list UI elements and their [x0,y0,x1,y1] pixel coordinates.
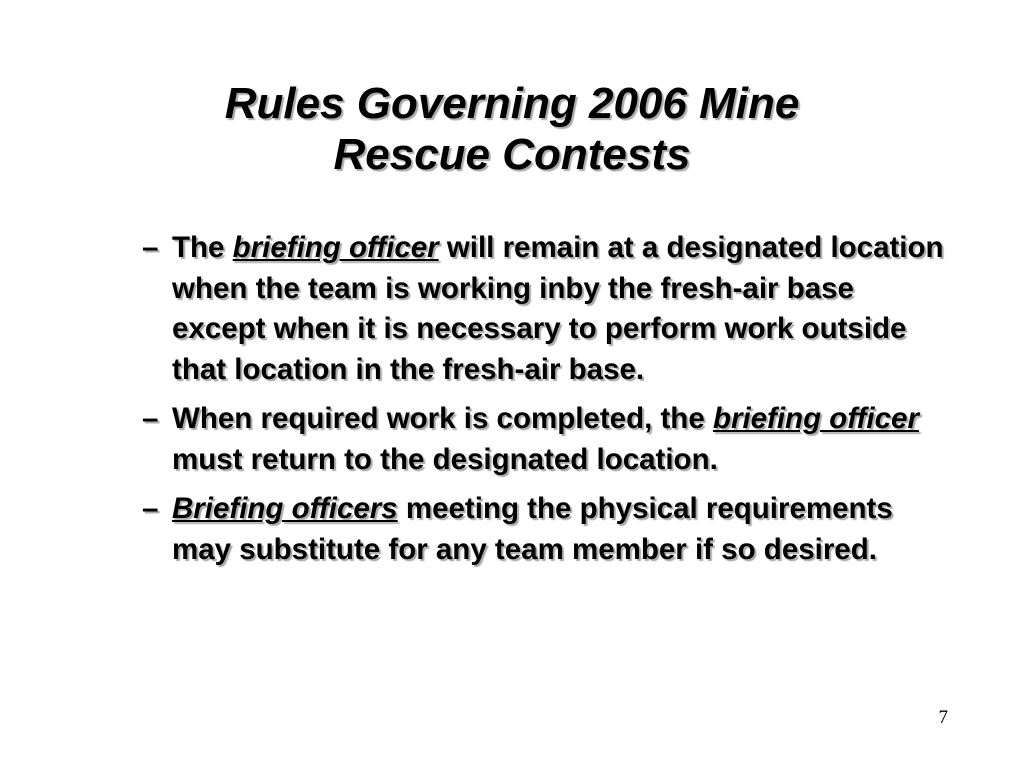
bullet-dash: – [142,492,159,525]
bullet-text-post: will remain at a designated location when the team is working inby the fresh-air base except when it is necessary to perform work outside that location in the fresh-air base. [172,231,944,386]
bullet-list [142,228,952,579]
slide-title [0,78,1024,180]
bullet-text-pre: The [172,231,233,264]
bullet-dash: – [142,402,159,435]
slide-title-line-2: Rescue Contests [333,130,691,179]
bullet-emphasis: briefing officer [712,402,919,435]
bullet-text-pre: When required work is completed, the [172,402,713,435]
bullet-text-post: meeting the physical requirements may substitute for any team member if so desired. [172,492,893,566]
page-number: 7 [938,707,948,728]
bullet-text-post: must return to the designated location. [172,442,718,476]
bullet-item-2 [142,399,952,480]
slide-title-line-1: Rules Governing 2006 Mine [224,79,800,128]
bullet-item-1 [142,228,952,390]
bullet-dash: – [142,231,159,264]
bullet-emphasis: Briefing officers [172,492,398,525]
bullet-item-3 [142,489,952,570]
bullet-emphasis: briefing officer [232,231,439,264]
